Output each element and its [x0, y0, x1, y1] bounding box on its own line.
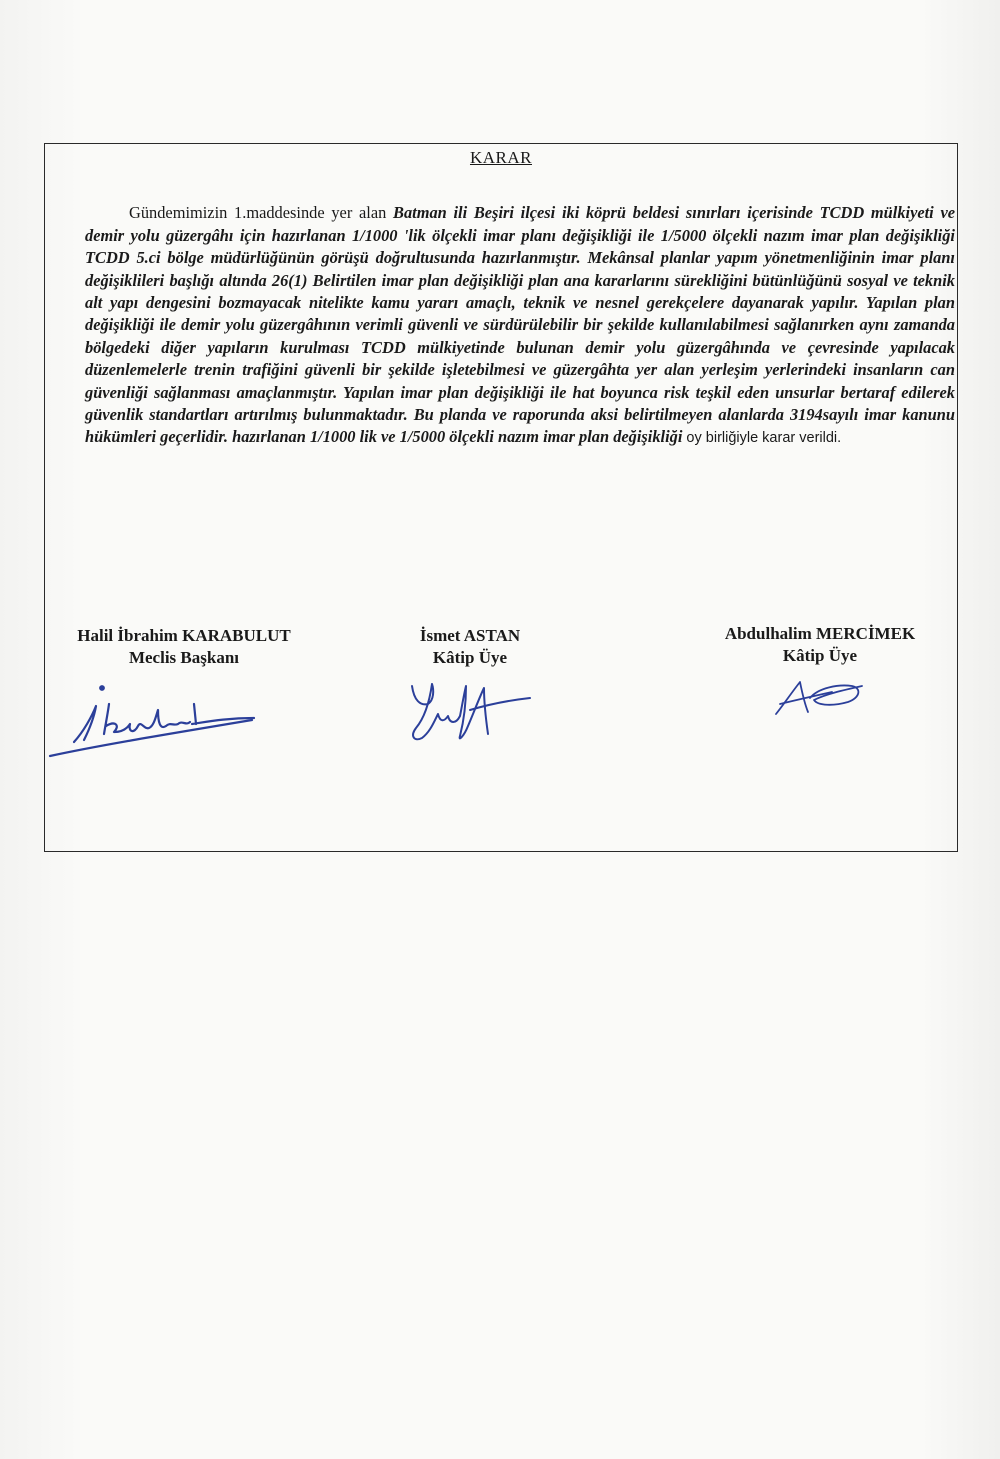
signer-name: Halil İbrahim KARABULUT	[77, 626, 291, 645]
signer-block-1	[44, 625, 324, 669]
signature-3	[770, 670, 870, 720]
signer-block-3	[690, 623, 950, 667]
karar-intro: Gündemimizin 1.maddesinde yer alan	[129, 203, 394, 223]
signer-block-2	[370, 625, 570, 669]
signer-role: Kâtip Üye	[432, 648, 508, 667]
karar-tail: oy birliğiyle karar verildi.	[682, 430, 842, 447]
karar-body: Batman ili Beşiri ilçesi iki köprü beldesi sınırları içerisinde TCDD mülkiyeti ve demir yolu güzergâhı için hazırlanan 1/1000 'lik ölçekli imar planı değişikliği ile 1/5000 ölçekli nazım imar plan değişikliği TCDD 5.ci bölge müdürlüğünün görüşü doğrultusunda hazırlanmıştır. Mekânsal planlar yapım yönetmenliğinin imar planı değişiklileri başlığı altında 26(1) Belirtilen imar plan değişikliği plan ana kararlarını sürekliğini bütünlüğünü sosyal ve teknik alt yapı dengesini bozmayacak nitelikte kamu yararı amaçlı, teknik ve nesnel gerekçelere dayanarak yapılır. Yapılan plan değişikliği ile demir yolu güzergâhının verimli güvenli ve sürdürülebilir bir şekilde kullanılabilmesi sağlanırken aynı zamanda bölgedeki diğer yapıların kurulması TCDD mülkiyetinde bulunan demir yolu güzergâhında ve çevresinde yapılacak düzenlemelerle trenin trafiğini güvenli bir şekilde işletebilmesi ve güzergâhta yer alan yerleşim yerlerindeki insanların can güvenliği sağlanması amaçlanmıştır. Yapılan imar plan değişikliği ile hat boyunca risk teşkil eden unsurlar bertaraf edilerek güvenlik standartları artırılmış bulunmaktadır. Bu planda ve raporunda aksi belirtilmeyen alanlarda 3194sayılı imar kanunu hükümleri geçerlidir. hazırlanan 1/1000 lik ve 1/5000 ölçekli nazım imar plan değişikliği	[85, 203, 955, 447]
signature-1	[46, 676, 261, 761]
signer-role: Meclis Başkanı	[128, 648, 240, 667]
signer-name: Abdulhalim MERCİMEK	[724, 624, 916, 643]
karar-text	[85, 202, 955, 449]
karar-title: KARAR	[469, 148, 532, 167]
signature-2	[400, 676, 535, 751]
signer-role: Kâtip Üye	[782, 646, 858, 665]
signer-name: İsmet ASTAN	[419, 626, 521, 645]
